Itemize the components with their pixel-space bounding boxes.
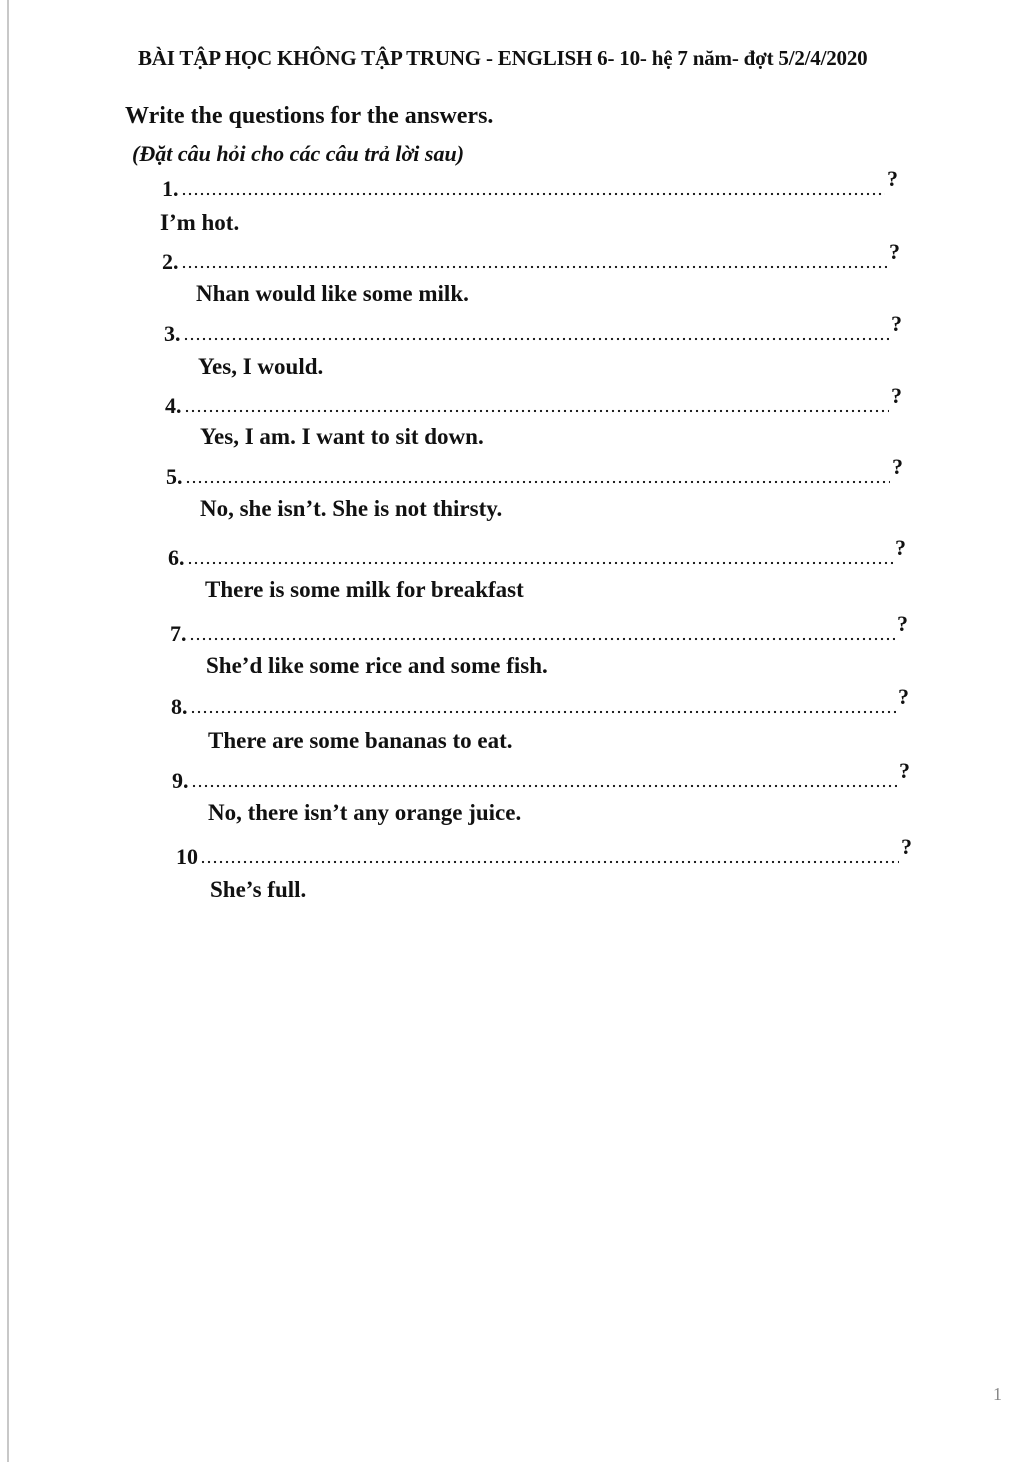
page-left-border <box>7 0 9 1462</box>
instruction-english: Write the questions for the answers. <box>125 103 494 129</box>
question-line-10[interactable] <box>176 834 912 870</box>
answer-text-7: She’d like some rice and some fish. <box>206 653 548 678</box>
answer-text-4: Yes, I am. I want to sit down. <box>200 424 484 449</box>
worksheet-header: BÀI TẬP HỌC KHÔNG TẬP TRUNG - ENGLISH 6- 10- hệ 7 năm- đợt 5/2/4/2020 <box>138 46 868 70</box>
answer-blank[interactable] <box>184 408 890 414</box>
question-number: 2. <box>162 249 179 274</box>
question-mark: ? <box>891 383 902 408</box>
answer-text-3: Yes, I would. <box>198 354 324 379</box>
answer-blank[interactable] <box>185 479 891 485</box>
question-line-3[interactable] <box>164 311 902 347</box>
answer-blank[interactable] <box>200 859 899 865</box>
question-number: 9. <box>172 768 189 793</box>
answer-text-5: No, she isn’t. She is not thirsty. <box>200 496 503 521</box>
answer-text-10: She’s full. <box>210 877 307 902</box>
question-line-5[interactable] <box>166 454 903 490</box>
question-number: 7. <box>170 621 187 646</box>
question-number: 3. <box>164 321 181 346</box>
question-number: 8. <box>171 694 188 719</box>
answer-text-8: There are some bananas to eat. <box>208 728 513 753</box>
question-mark: ? <box>887 166 898 191</box>
question-line-9[interactable] <box>172 758 910 794</box>
answer-blank[interactable] <box>190 709 897 715</box>
question-mark: ? <box>897 611 908 636</box>
question-number: 6. <box>168 545 185 570</box>
question-mark: ? <box>895 535 906 560</box>
question-line-7[interactable] <box>170 611 908 647</box>
answer-blank[interactable] <box>187 560 894 566</box>
question-mark: ? <box>891 311 902 336</box>
question-line-8[interactable] <box>171 684 909 720</box>
answer-blank[interactable] <box>189 636 896 642</box>
question-mark: ? <box>889 239 900 264</box>
question-mark: ? <box>901 834 912 859</box>
question-number: 10 <box>176 844 198 869</box>
answer-text-1: I’m hot. <box>160 210 240 235</box>
question-number: 5. <box>166 464 183 489</box>
question-line-4[interactable] <box>165 383 902 419</box>
question-mark: ? <box>899 758 910 783</box>
question-line-6[interactable] <box>168 535 906 571</box>
answer-text-2: Nhan would like some milk. <box>196 281 469 306</box>
question-mark: ? <box>898 684 909 709</box>
question-number: 1. <box>162 176 179 201</box>
page-number: 1 <box>993 1384 1002 1404</box>
question-mark: ? <box>892 454 903 479</box>
answer-blank[interactable] <box>181 264 888 270</box>
answer-text-6: There is some milk for breakfast <box>205 577 524 602</box>
question-line-2[interactable] <box>162 239 900 275</box>
question-line-1[interactable] <box>162 166 898 202</box>
answer-blank[interactable] <box>191 783 898 789</box>
answer-text-9: No, there isn’t any orange juice. <box>208 800 522 825</box>
answer-blank[interactable] <box>181 191 886 197</box>
instruction-vietnamese: (Đặt câu hỏi cho các câu trả lời sau) <box>132 141 465 166</box>
question-number: 4. <box>165 393 182 418</box>
answer-blank[interactable] <box>183 336 890 342</box>
